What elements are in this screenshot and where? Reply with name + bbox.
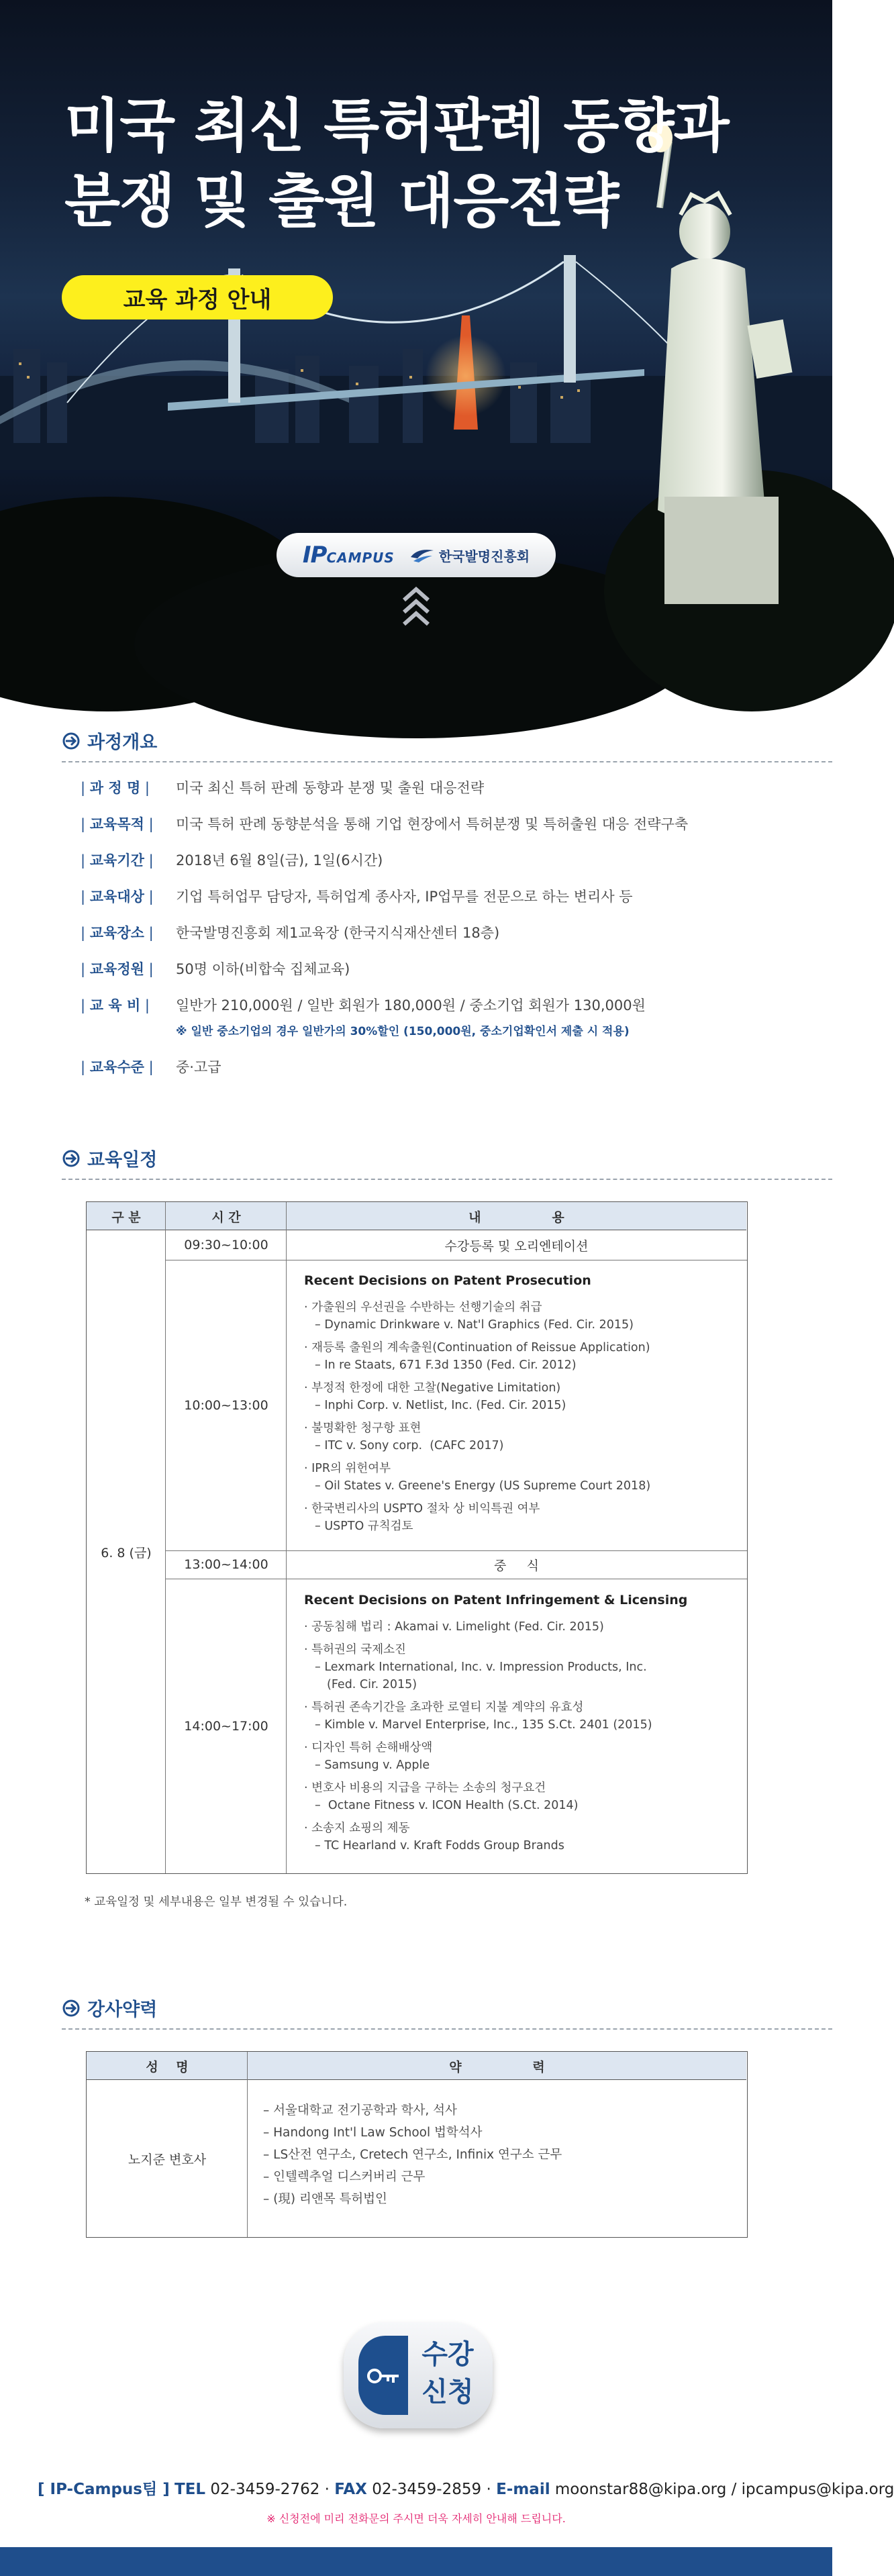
overview-heading-text: 과정개요: [87, 732, 158, 753]
block-item: [304, 1618, 734, 1636]
key-icon: [366, 2364, 401, 2388]
email-address[interactable]: moonstar88@kipa.org / ipcampus@kipa.org: [554, 2481, 894, 2498]
ipcampus-logo-campus: CAMPUS: [326, 550, 395, 566]
overview-label: | 교육수준 |: [81, 1059, 154, 1075]
item-heading: · 가출원의 우선권을 수반하는 선행기술의 취급: [304, 1301, 542, 1314]
career-item: – (現) 리앤목 특허법인: [263, 2192, 387, 2206]
hero-banner: [0, 0, 832, 659]
overview-label: | 교육정원 |: [81, 961, 154, 977]
hero-title-line1: 미국 최신 특허판례 동향과: [64, 93, 729, 160]
ipcampus-logo: [303, 542, 395, 568]
schedule-table: [86, 1201, 748, 1874]
block-item: [304, 1699, 734, 1734]
overview-value: 일반가 210,000원 / 일반 회원가 180,000원 / 중소기업 회원가 130,000원: [176, 997, 646, 1013]
overview-row: [81, 850, 383, 870]
infringement-block: [304, 1591, 734, 1860]
fax-label: FAX: [334, 2481, 367, 2498]
overview-label-text: 교육목적: [89, 816, 144, 832]
contact-line: [ IP-Campus팀 ] TEL 02-3459-2762 · FAX 02-3459-2859 · E-mail moonstar88@kipa.org / ipcampus@kipa.org: [38, 2481, 894, 2498]
item-heading: · 소송지 쇼핑의 제동: [304, 1822, 410, 1835]
fax-number: 02-3459-2859: [372, 2481, 482, 2498]
item-case: – ITC v. Sony corp. (CAFC 2017): [315, 1439, 504, 1452]
lecturer-heading-text: 강사약력: [87, 1999, 158, 2020]
header-time: 시 간: [211, 1209, 241, 1225]
schedule-time: 13:00~14:00: [184, 1557, 268, 1572]
item-heading: · 디자인 특허 손해배상액: [304, 1741, 433, 1754]
apply-button-label: [411, 2336, 485, 2411]
schedule-content: 수강등록 및 오리엔테이션: [444, 1238, 589, 1254]
block-item: [304, 1739, 734, 1774]
schedule-time: 14:00~17:00: [184, 1718, 268, 1734]
overview-value: 미국 특허 판례 동향분석을 통해 기업 현장에서 특허분쟁 및 특허출원 대응 전략구축: [176, 816, 689, 832]
block-item: [304, 1339, 734, 1374]
career-item: – LS산전 연구소, Cretech 연구소, Infinix 연구소 근무: [263, 2148, 562, 2162]
schedule-content: 중 식: [494, 1558, 539, 1573]
schedule-time: 10:00~13:00: [184, 1397, 268, 1413]
item-heading: · 불명확한 청구항 표현: [304, 1422, 421, 1435]
overview-value: 한국발명진흥회 제1교육장 (한국지식재산센터 18층): [176, 925, 500, 941]
overview-label: | 교육목적 |: [81, 816, 154, 832]
overview-label-text: 교육수준: [89, 1059, 144, 1075]
overview-label: | 과 정 명 |: [81, 780, 150, 796]
apply-label-line2: 신청: [421, 2377, 474, 2408]
schedule-heading: [62, 1145, 157, 1171]
overview-value: 미국 최신 특허 판례 동향과 분쟁 및 출원 대응전략: [176, 780, 485, 796]
overview-row: [81, 886, 633, 906]
overview-row: [81, 777, 484, 797]
career-item: – Handong Int'l Law School 법학석사: [263, 2126, 483, 2140]
hero-title-line2: 분쟁 및 출원 대응전략: [64, 168, 619, 235]
apply-label-line1: 수강: [421, 2339, 474, 2370]
overview-value: 2018년 6월 8일(금), 1일(6시간): [176, 852, 383, 869]
overview-row: [81, 813, 688, 834]
logo-bar: [277, 533, 556, 577]
lecturer-name: 노지준 변호사: [128, 2152, 207, 2167]
schedule-divider: [62, 1179, 832, 1180]
kipa-logo-text: 한국발명진흥회: [438, 548, 530, 564]
overview-label: | 교육대상 |: [81, 889, 154, 905]
lecturer-divider: [62, 2028, 832, 2030]
header-division: 구 분: [111, 1209, 141, 1225]
item-case: – Dynamic Drinkware v. Nat'l Graphics (Fed. Cir. 2015): [315, 1318, 634, 1332]
overview-row: [81, 922, 499, 942]
item-heading: · 공동침해 법리 : Akamai v. Limelight (Fed. Cir. 2015): [304, 1620, 604, 1634]
block-title: Recent Decisions on Patent Prosecution: [304, 1273, 591, 1288]
schedule-date: 6. 8 (금): [101, 1545, 152, 1561]
lecturer-heading: [62, 1995, 157, 2021]
kipa-logo: [409, 546, 530, 565]
prosecution-block: [304, 1272, 734, 1540]
overview-value: 50명 이하(비합숙 집체교육): [176, 961, 350, 977]
contact-team: [ IP-Campus팀 ]: [38, 2481, 170, 2498]
overview-value: 기업 특허업무 담당자, 특허업계 종사자, IP업무를 전문으로 하는 변리사 등: [176, 889, 633, 905]
lecturer-career-list: [263, 2099, 562, 2210]
item-case-continued: (Fed. Cir. 2015): [327, 1678, 417, 1691]
career-item: – 인텔렉추얼 디스커버리 근무: [263, 2170, 426, 2184]
header-career: 약 력: [449, 2059, 545, 2075]
overview-label: | 교 육 비 |: [81, 997, 150, 1013]
header-name: 성 명: [146, 2059, 189, 2075]
block-item: [304, 1641, 734, 1693]
overview-value: 중·고급: [176, 1059, 221, 1075]
overview-label-text: 교 육 비: [89, 997, 141, 1013]
arrow-circle-icon: [62, 1149, 81, 1168]
scroll-chevron-icon: [401, 585, 431, 627]
overview-row: [81, 958, 350, 979]
item-heading: · 특허권의 국제소진: [304, 1643, 406, 1656]
item-case: – In re Staats, 671 F.3d 1350 (Fed. Cir. 2012): [315, 1358, 577, 1372]
schedule-footnote: * 교육일정 및 세부내용은 일부 변경될 수 있습니다.: [85, 1895, 348, 1909]
overview-label-text: 교육정원: [89, 961, 144, 977]
apply-button[interactable]: [344, 2322, 493, 2428]
item-case: – Samsung v. Apple: [315, 1758, 430, 1772]
item-case: – Kimble v. Marvel Enterprise, Inc., 135 S.Ct. 2401 (2015): [315, 1718, 652, 1732]
tel-number: 02-3459-2762: [210, 2481, 320, 2498]
item-heading: · 부정적 한정에 대한 고찰(Negative Limitation): [304, 1381, 561, 1395]
overview-label-text: 교육대상: [89, 889, 144, 905]
block-item: [304, 1820, 734, 1854]
overview-label: | 교육장소 |: [81, 925, 154, 941]
overview-divider: [62, 761, 832, 762]
arrow-circle-icon: [62, 1999, 81, 2018]
fee-discount-note: ※ 일반 중소기업의 경우 일반가의 30%할인 (150,000원, 중소기업확인서 제출 시 적용): [176, 1025, 630, 1038]
tel-label: TEL: [175, 2481, 206, 2498]
item-case: – Oil States v. Greene's Energy (US Supreme Court 2018): [315, 1479, 651, 1493]
block-item: [304, 1500, 734, 1535]
block-item: [304, 1460, 734, 1495]
item-case: – TC Hearland v. Kraft Fodds Group Brands: [315, 1839, 564, 1852]
bottom-bar: [0, 2547, 832, 2576]
overview-heading: [62, 728, 157, 754]
item-case: – Inphi Corp. v. Netlist, Inc. (Fed. Cir. 2015): [315, 1399, 566, 1412]
header-content: 내 용: [468, 1209, 564, 1225]
schedule-heading-text: 교육일정: [87, 1150, 158, 1171]
item-case: – Octane Fitness v. ICON Health (S.Ct. 2014): [315, 1799, 579, 1812]
item-case: – USPTO 규칙검토: [315, 1520, 413, 1533]
item-case: – Lexmark International, Inc. v. Impression Products, Inc.: [315, 1661, 647, 1674]
overview-row: [81, 995, 646, 1015]
schedule-time: 09:30~10:00: [184, 1238, 268, 1252]
item-heading: · IPR의 위헌여부: [304, 1462, 391, 1475]
item-heading: · 특허권 존속기간을 초과한 로열티 지불 계약의 유효성: [304, 1701, 584, 1714]
kipa-emblem-icon: [409, 546, 435, 564]
hero-title: [64, 89, 729, 239]
block-title: Recent Decisions on Patent Infringement & Licensing: [304, 1593, 688, 1607]
block-item: [304, 1379, 734, 1414]
contact-note: ※ 신청전에 미리 전화문의 주시면 더욱 자세히 안내해 드립니다.: [266, 2512, 566, 2525]
overview-label: | 교육기간 |: [81, 852, 154, 869]
item-heading: · 변호사 비용의 지급을 구하는 소송의 청구요건: [304, 1781, 546, 1795]
overview-label-text: 교육장소: [89, 925, 144, 941]
email-label: E-mail: [496, 2481, 550, 2498]
course-guide-badge: 교육 과정 안내: [62, 275, 333, 319]
block-item: [304, 1299, 734, 1334]
career-item: – 서울대학교 전기공학과 학사, 석사: [263, 2103, 457, 2118]
block-item: [304, 1779, 734, 1814]
overview-label-text: 교육기간: [89, 852, 144, 869]
overview-row: [81, 1056, 221, 1077]
ipcampus-logo-ip: IP: [302, 542, 327, 568]
block-item: [304, 1420, 734, 1454]
item-heading: · 한국변리사의 USPTO 절차 상 비익특권 여부: [304, 1502, 540, 1516]
arrow-circle-icon: [62, 732, 81, 750]
item-heading: · 재등록 출원의 계속출원(Continuation of Reissue Application): [304, 1341, 650, 1354]
overview-label-text: 과 정 명: [89, 780, 141, 796]
